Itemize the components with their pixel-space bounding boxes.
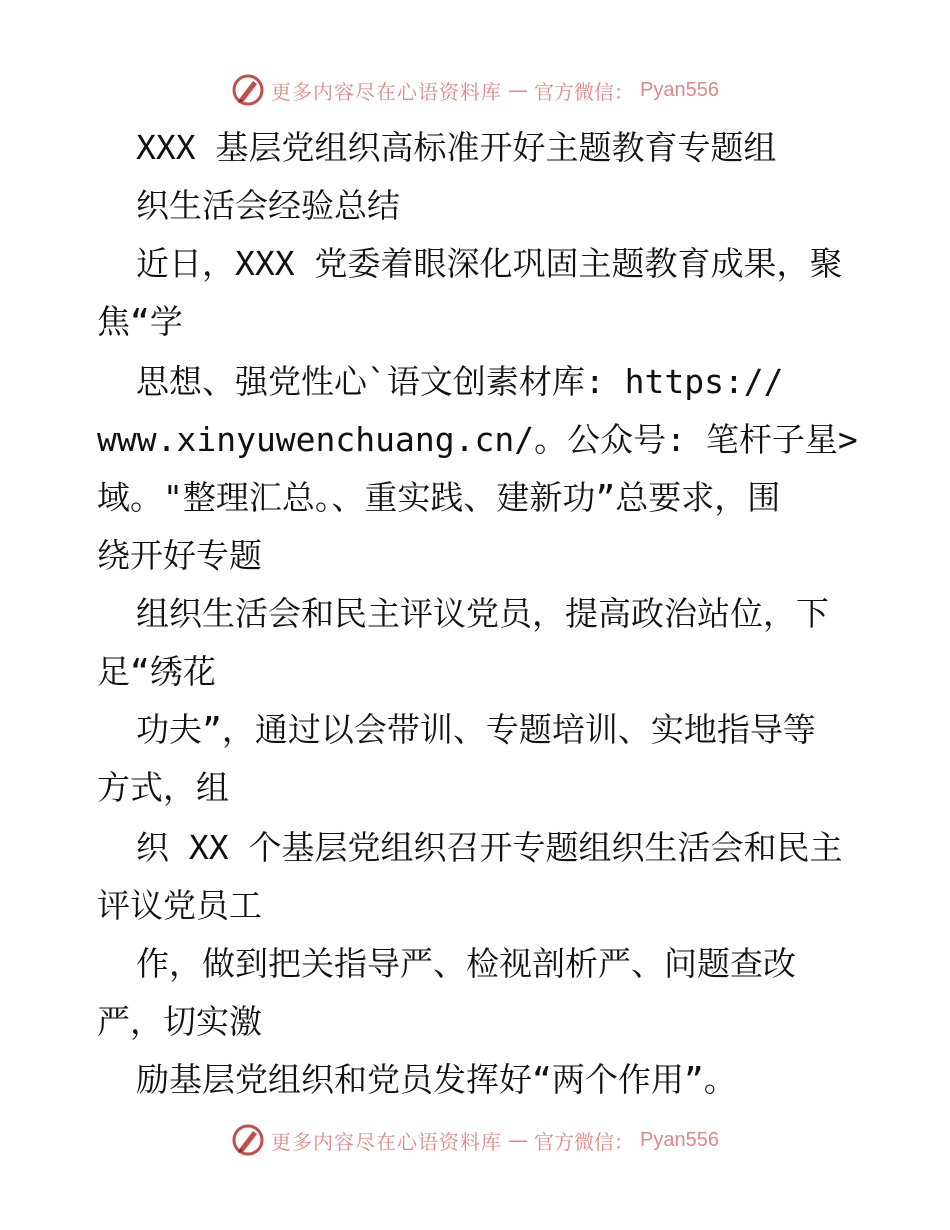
banner-wechat-label: 官方微信： (534, 79, 635, 104)
paragraph-line: 焦“学 (97, 302, 183, 341)
paragraph-line: 评议党员工 (97, 886, 262, 925)
paragraph-line: 足“绣花 (97, 652, 216, 691)
paragraph-line: 功夫”，通过以会带训、专题培训、实地指导等 (136, 710, 816, 749)
paragraph-line: 域。"整理汇总。、重实践、建新功”总要求，围 (97, 478, 781, 517)
paragraph-line: 近日，XXX 党委着眼深化巩固主题教育成果，聚 (136, 244, 843, 283)
paragraph-line: 组织生活会和民主评议党员，提高政治站位，下 (136, 594, 829, 633)
banner-separator: — (508, 78, 529, 102)
banner-text: 更多内容尽在心语资料库 (271, 79, 503, 104)
paragraph-line: 织 XX 个基层党组织召开专题组织生活会和民主 (136, 828, 843, 867)
header-watermark-banner (0, 70, 950, 110)
banner-separator: — (508, 1128, 529, 1152)
title-line-1: XXX 基层党组织高标准开好主题教育专题组 (136, 128, 777, 167)
paragraph-line: www.xinyuwenchuang.cn/。公众号: 笔杆子星> (97, 420, 858, 459)
banner-wechat-id: Pyan556 (640, 78, 719, 101)
footer-watermark-banner (0, 1120, 950, 1160)
paragraph-line: 方式，组 (97, 768, 229, 807)
paragraph-line: 绕开好专题 (97, 536, 262, 575)
banner-wechat-label: 官方微信： (534, 1129, 635, 1154)
title-line-2: 织生活会经验总结 (136, 186, 400, 225)
banner-text: 更多内容尽在心语资料库 (271, 1129, 503, 1154)
paragraph-line: 励基层党组织和党员发挥好“两个作用”。 (136, 1060, 737, 1099)
paragraph-line: 思想、强党性心`语文创素材库: https:// (136, 362, 784, 401)
banner-wechat-id: Pyan556 (640, 1128, 719, 1151)
paragraph-line: 严，切实激 (97, 1002, 262, 1041)
pen-logo-icon (231, 73, 265, 107)
paragraph-line: 作，做到把关指导严、检视剖析严、问题查改 (136, 944, 796, 983)
pen-logo-icon (231, 1123, 265, 1157)
